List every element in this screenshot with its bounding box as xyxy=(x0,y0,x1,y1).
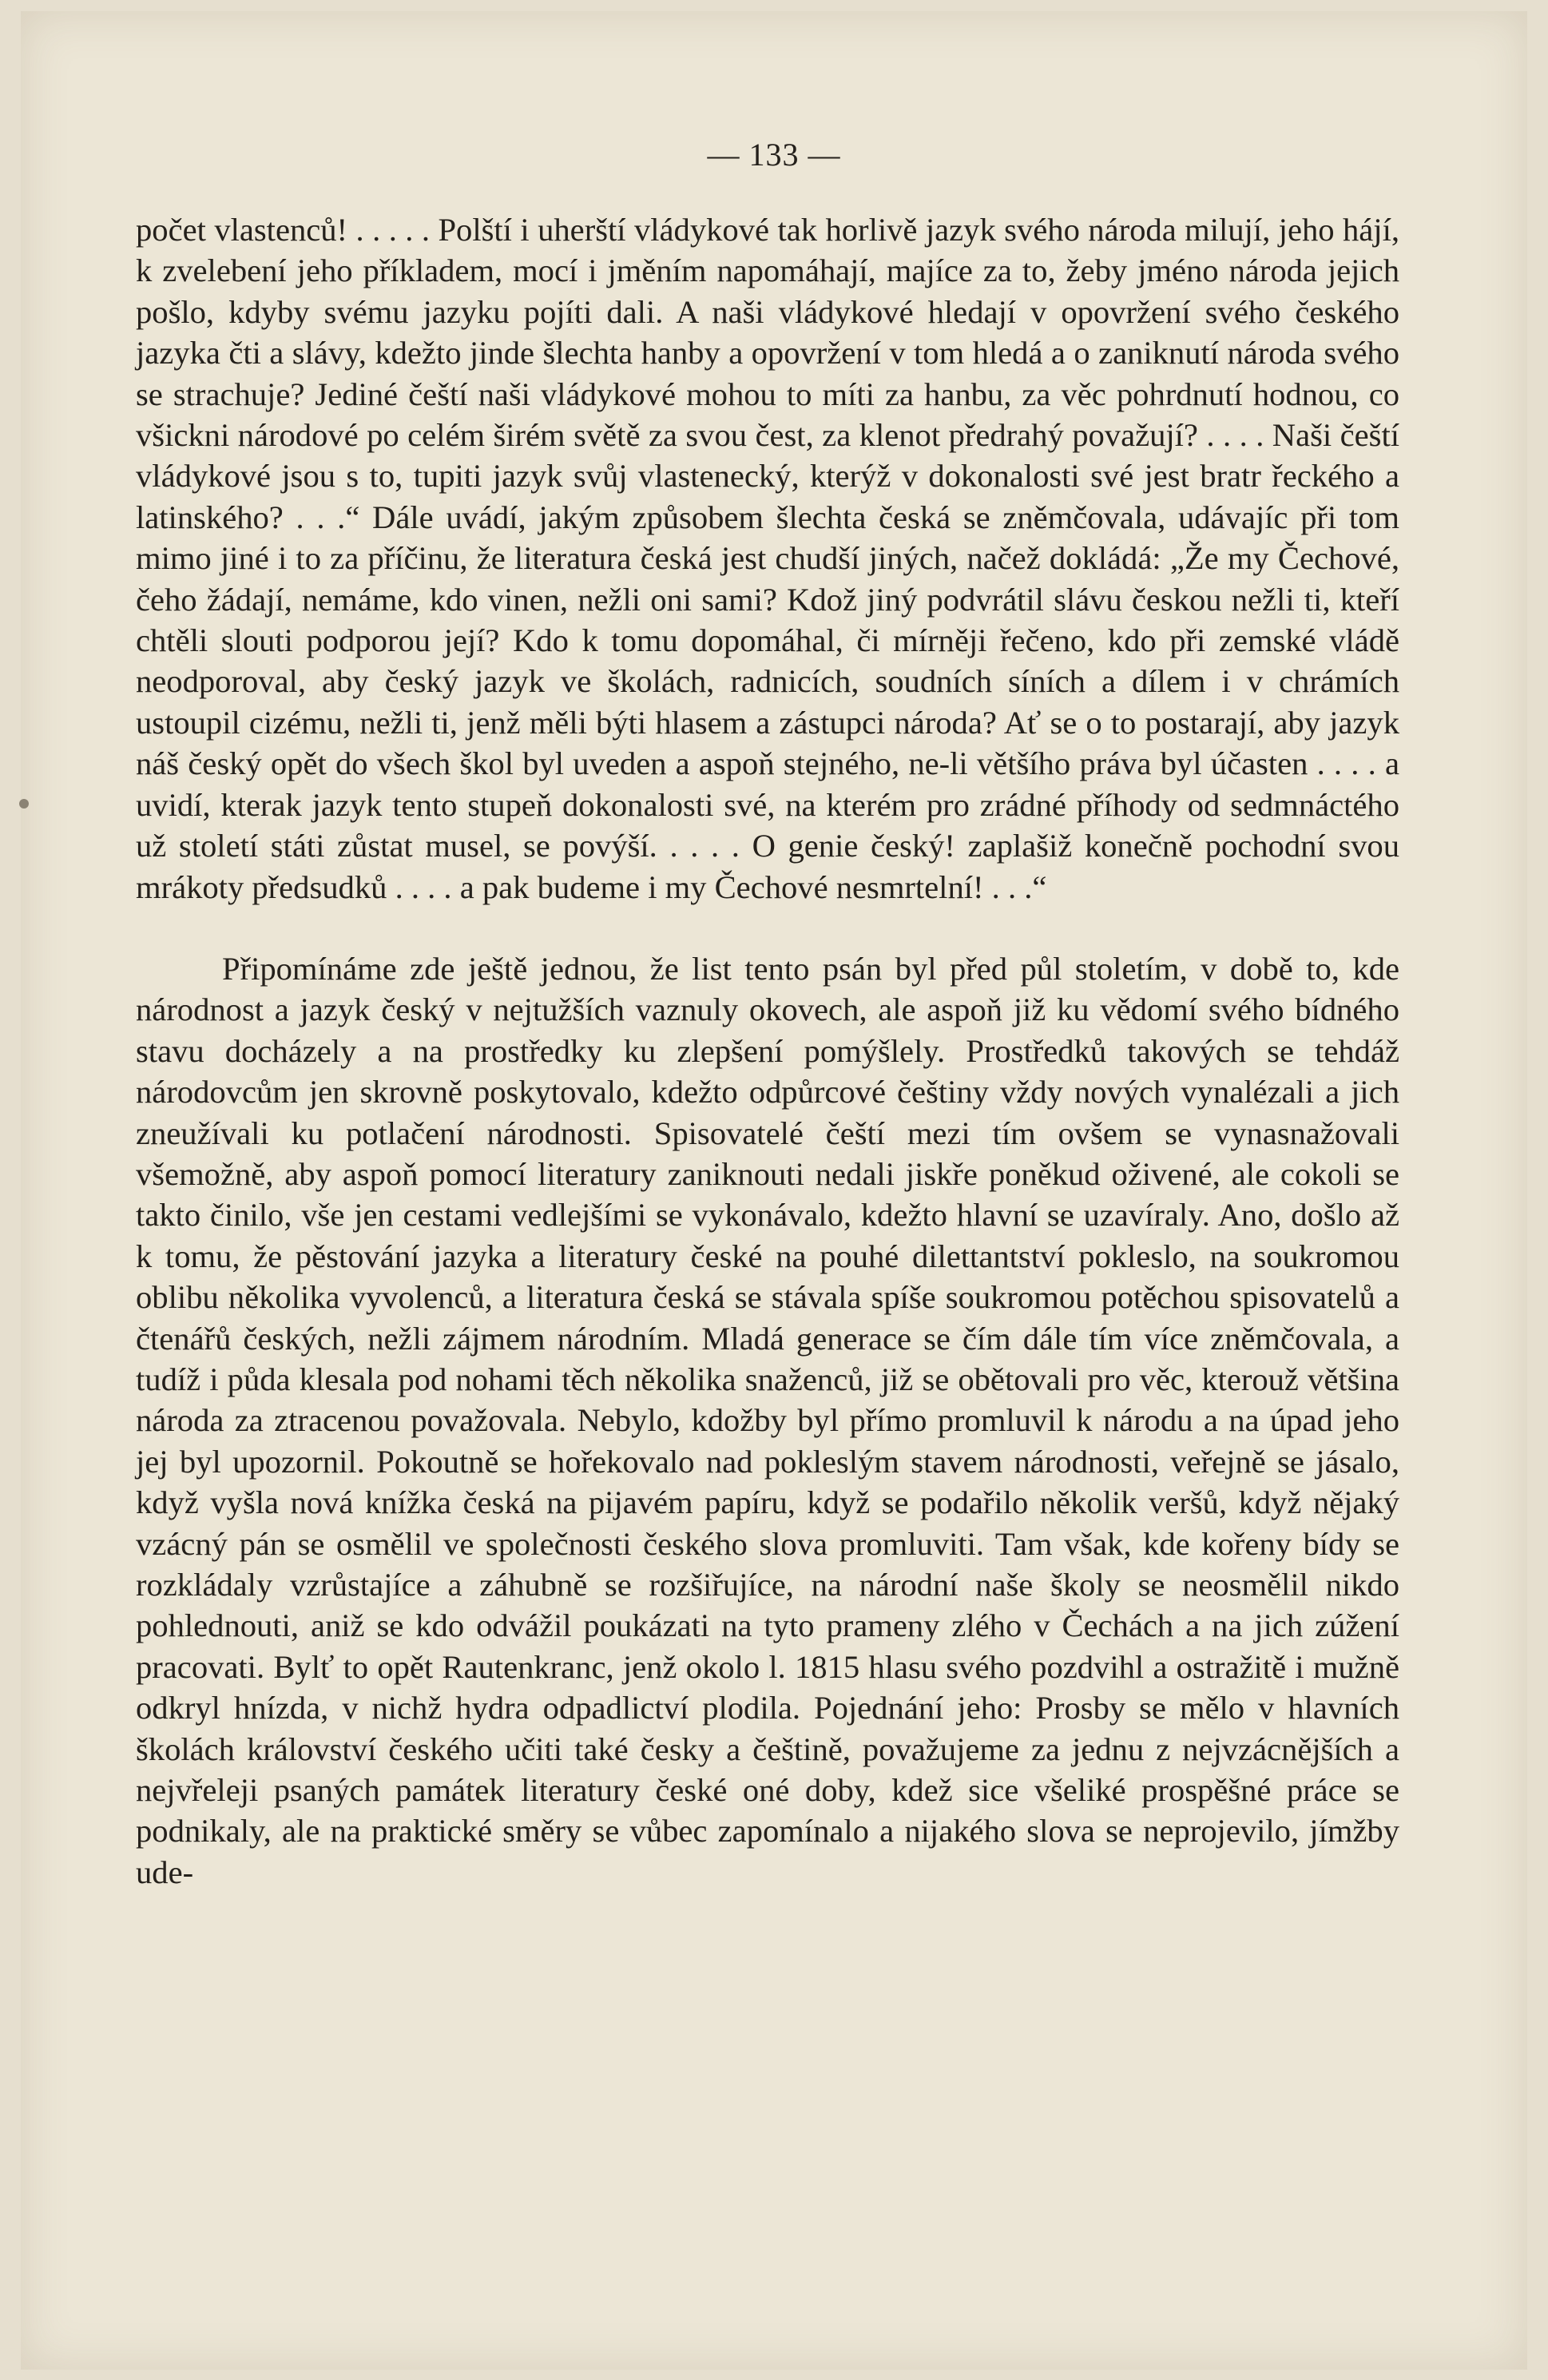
margin-spot xyxy=(19,799,29,809)
page-number: — 133 — xyxy=(707,137,841,173)
body-text xyxy=(136,209,1399,1893)
paragraph-2: Připomínáme zde ještě jednou, že list tento psán byl před půl stoletím, v době to, kde národnost a jazyk český v nejtužších vaznuly okovech, ale aspoň již ku vědomí svého bídného stavu docházely a na prostředky ku zlepšení pomýšlely. Prostředků takových se tehdáž národovcům jen skrovně poskytovalo, kdežto odpůrcové češtiny vždy nových vynalézali a jich zneužívali ku potlačení národnosti. Spisovatelé čeští mezi tím ovšem se vynasnažovali všemožně, aby aspoň pomocí literatury zaniknouti nedali jiskře poněkud oživené, ale cokoli se takto činilo, vše jen cestami vedlejšími se vykonávalo, kdežto hlavní se uzavíraly. Ano, došlo až k tomu, že pěstování jazyka a literatury české na pouhé dilettantství pokleslo, na soukromou oblibu několika vyvolenců, a literatura česká se stávala spíše soukromou potěchou spisovatelů a čtenářů českých, nežli zájmem národním. Mladá generace se čím dále tím více zněmčovala, a tudíž i půda klesala pod nohami těch několika snaženců, již se obětovali pro věc, kterouž většina národa za ztracenou považovala. Nebylo, kdožby byl přímo promluvil k národu a na úpad jeho jej byl upozornil. Pokoutně se hořekovalo nad pokleslým stavem národnosti, veřejně se jásalo, když vyšla nová knížka česká na pijavém papíru, když se podařilo několik veršů, když nějaký vzácný pán se osmělil ve společnosti českého slova promluviti. Tam však, kde kořeny bídy se rozkládaly vzrůstajíce a záhubně se rozšiřujíce, na národní naše školy se neosmělil nikdo pohlednouti, aniž se kdo odvážil poukázati na tyto prameny zlého v Čechách a na jich zúžení pracovati. Bylť to opět Rautenkranc, jenž okolo l. 1815 hlasu svého pozdvihl a ostražitě i mužně odkryl hnízda, v nichž hydra odpadlictví plodila. Pojednání jeho: Prosby se mělo v hlavních školách království českého učiti také česky a češtině, považujeme za jednu z nejvzácnějších a nejvřeleji psaných památek literatury české oné doby, kdež sice všeliké prospěšné práce se podnikaly, ale na praktické směry se vůbec zapomínalo a nijakého slova se neprojevilo, jímžby ude- xyxy=(136,950,1399,1890)
paragraph-1: počet vlastenců! . . . . . Polští i uherští vládykové tak horlivě jazyk svého národa milují, jeho hájí, k zvelebení jeho příkladem, mocí i jměním napomáhají, majíce za to, žeby jméno národa jejich pošlo, kdyby svému jazyku pojíti dali. A naši vládykové hledají v opovržení svého českého jazyka čti a slávy, kdežto jinde šlechta hanby a opovržení v tom hledá a o zaniknutí národa svého se strachuje? Jediné čeští naši vládykové mohou to míti za hanbu, za věc pohrdnutí hodnou, co všickni národové po celém širém světě za svou čest, za klenot předrahý považují? . . . . Naši čeští vládykové jsou s to, tupiti jazyk svůj vlastenecký, kterýž v dokonalosti své jest bratr řeckého a latinského? . . .“ Dále uvádí, jakým způsobem šlechta česká se zněmčovala, udávajíc při tom mimo jiné i to za příčinu, že literatura česká jest chudší jiných, načež dokládá: „Že my Čechové, čeho žádají, nemáme, kdo vinen, nežli oni sami? Kdož jiný podvrátil slávu českou nežli ti, kteří chtěli slouti podporou její? Kdo k tomu dopomáhal, či mírněji řečeno, kdo při zemské vládě neodporoval, aby český jazyk ve školách, radnicích, soudních síních a dílem i v chrámích ustoupil cizému, nežli ti, jenž měli býti hlasem a zástupci národa? Ať se o to postarají, aby jazyk náš český opět do všech škol byl uveden a aspoň stejného, ne-li většího práva byl účasten . . . . a uvidí, kterak jazyk tento stupeň dokonalosti své, na kterém pro zrádné příhody od sedmnáctého už století státi zůstat musel, se povýší. . . . . O genie český! zaplašiž konečně pochodní svou mrákoty předsudků . . . . a pak budeme i my Čechové nesmrtelní! . . .“ xyxy=(136,212,1399,905)
